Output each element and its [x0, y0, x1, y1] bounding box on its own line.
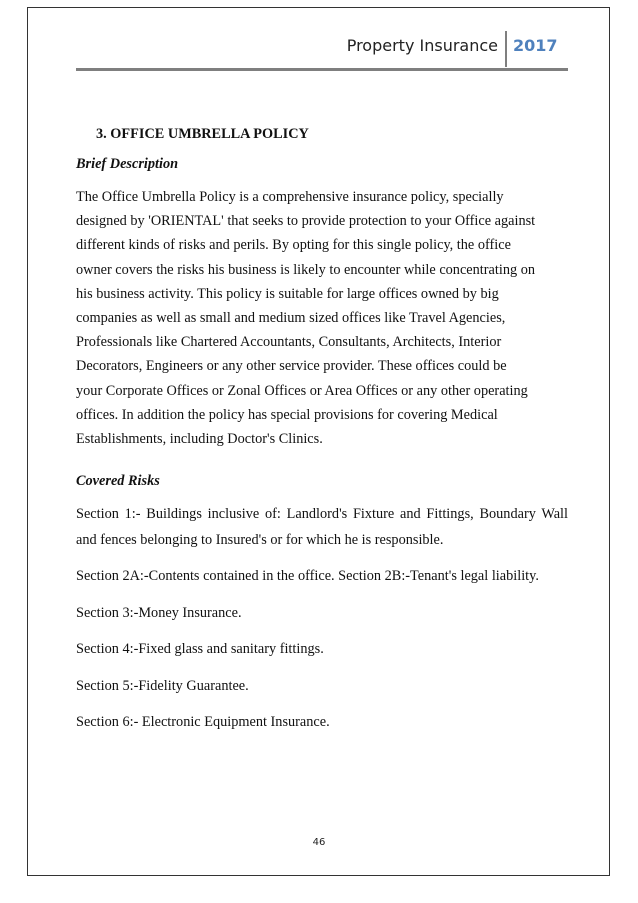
text-line: owner covers the risks his business is likely to encounter while concentrating on: [76, 261, 535, 278]
covered-risk-item: Section 4:-Fixed glass and sanitary fittings.: [76, 641, 324, 658]
covered-risk-item: Section 6:- Electronic Equipment Insurance.: [76, 714, 330, 731]
text-line: designed by 'ORIENTAL' that seeks to provide protection to your Office against: [76, 213, 536, 230]
brief-description-heading: Brief Description: [76, 156, 179, 172]
brief-description: [76, 185, 568, 451]
text-line: your Corporate Offices or Zonal Offices or Area Offices or any other operating: [76, 382, 528, 399]
header-title: Property Insurance: [346, 36, 498, 55]
page-number: 46: [312, 837, 326, 848]
text-line: The Office Umbrella Policy is a comprehensive insurance policy, specially: [76, 189, 504, 205]
covered-risks-list: [76, 502, 568, 736]
covered-risk-item: Section 1:- Buildings inclusive of: Landlord's Fixture and Fittings, Boundary Wall and fences belonging to Insured's or for which he is responsible.: [76, 506, 568, 548]
text-line: Professionals like Chartered Accountants, Consultants, Architects, Interior: [76, 334, 502, 351]
header-separator: [505, 31, 507, 67]
text-line: offices. In addition the policy has special provisions for covering Medical: [76, 406, 498, 423]
header-rule: [76, 68, 568, 71]
text-line: different kinds of risks and perils. By opting for this single policy, the office: [76, 237, 511, 254]
covered-risk-item: Section 2A:-Contents contained in the office. Section 2B:-Tenant's legal liability.: [76, 568, 539, 585]
covered-risks-heading: Covered Risks: [76, 473, 160, 490]
covered-risk-item: Section 5:-Fidelity Guarantee.: [76, 677, 249, 694]
text-line: his business activity. This policy is suitable for large offices owned by big: [76, 285, 499, 302]
text-line: Decorators, Engineers or any other service provider. These offices could be: [76, 358, 507, 375]
page-content: [76, 124, 568, 747]
covered-risk-item: Section 3:-Money Insurance.: [76, 604, 242, 621]
section-heading: 3. OFFICE UMBRELLA POLICY: [96, 126, 309, 142]
text-line: Establishments, including Doctor's Clinics.: [76, 431, 323, 448]
header-year: 2017: [513, 36, 558, 55]
text-line: companies as well as small and medium sized offices like Travel Agencies,: [76, 310, 506, 327]
